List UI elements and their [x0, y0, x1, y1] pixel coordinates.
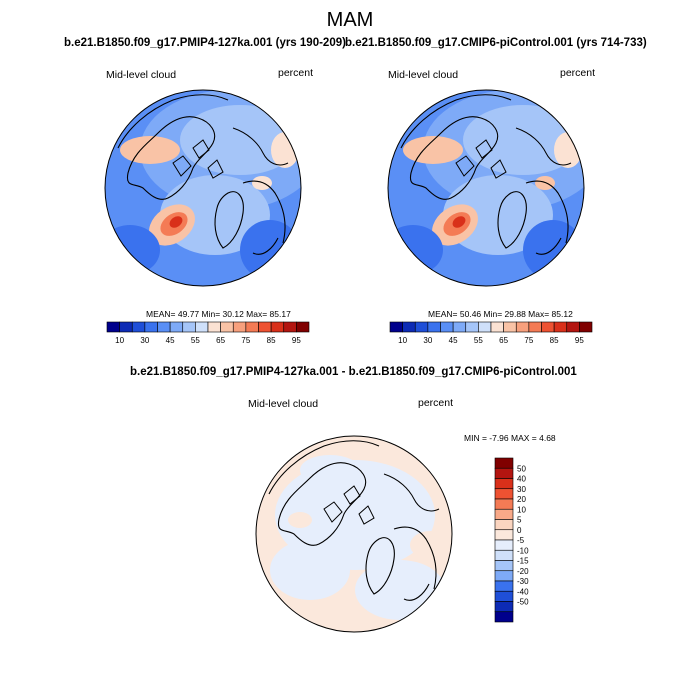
- panel3-map: [251, 431, 457, 637]
- panel2-colorbar-tick-label: 10: [398, 336, 408, 345]
- panel1-stats: MEAN= 49.77 Min= 30.12 Max= 85.17: [146, 309, 291, 319]
- panel3-colorbar-tick-label: -40: [517, 587, 529, 597]
- panel1-colorbar-tick-label: 10: [115, 336, 125, 345]
- panel2-colorbar-swatch: [478, 322, 491, 332]
- panel3-colorbar-swatch: [495, 520, 513, 530]
- panel3-colorbar-tick-label: 30: [517, 484, 526, 494]
- panel2-stats: MEAN= 50.46 Min= 29.88 Max= 85.12: [428, 309, 573, 319]
- panel2-colorbar-tick-label: 55: [473, 336, 483, 345]
- panel3-colorbar-swatch: [495, 591, 513, 601]
- panel1-colorbar-swatch: [170, 322, 183, 332]
- panel3-colorbar-swatch: [495, 571, 513, 581]
- panel3-colorbar-swatch: [495, 561, 513, 571]
- panel1-colorbar-swatch: [208, 322, 221, 332]
- panel3-colorbar-swatch: [495, 612, 513, 622]
- panel2-colorbar-swatch: [466, 322, 479, 332]
- panel2-colorbar-swatch: [529, 322, 542, 332]
- panel3-colorbar-tick-label: -50: [517, 597, 529, 607]
- panel3-colorbar: [495, 458, 529, 622]
- panel1-colorbar-swatch: [246, 322, 259, 332]
- panel1-map: [100, 85, 320, 291]
- panel1-colorbar-swatch: [183, 322, 196, 332]
- panel3-colorbar-tick-label: 10: [517, 505, 526, 515]
- panel3-colorbar-tick-label: 20: [517, 495, 526, 504]
- panel1-colorbar-tick-label: 55: [190, 336, 200, 345]
- panel2-units-label: percent: [560, 67, 596, 79]
- panel3-colorbar-swatch: [495, 489, 513, 499]
- panel3-colorbar-swatch: [495, 581, 513, 591]
- panel3-colorbar-swatch: [495, 499, 513, 509]
- panel1-colorbar-swatch: [158, 322, 171, 332]
- panel1-colorbar-swatch: [195, 322, 208, 332]
- panel1-colorbar-swatch: [259, 322, 272, 332]
- panel2-colorbar-tick-label: 65: [499, 336, 509, 345]
- panel2-colorbar-swatch: [579, 322, 592, 332]
- panel1-colorbar-swatch: [233, 322, 246, 332]
- panel2-case-title: b.e21.B1850.f09_g17.CMIP6-piControl.001 (yrs 714-733): [345, 37, 647, 49]
- panel3-colorbar-tick-label: 50: [517, 464, 526, 474]
- panel1-colorbar-swatch: [284, 322, 297, 332]
- panel3-colorbar-swatch: [495, 530, 513, 540]
- panel2-colorbar-tick-label: 95: [574, 336, 584, 345]
- panel1-colorbar-swatch: [107, 322, 120, 332]
- panel1-colorbar-tick-label: 95: [291, 336, 301, 345]
- panel1-colorbar-tick-label: 85: [266, 336, 276, 345]
- panel3-colorbar-tick-label: -20: [517, 566, 529, 576]
- panel3-colorbar-tick-label: 0: [517, 525, 522, 535]
- panel1-case-title: b.e21.B1850.f09_g17.PMIP4-127ka.001 (yrs 190-209): [64, 37, 346, 49]
- panel2-colorbar-swatch: [516, 322, 529, 332]
- panel1-colorbar-swatch: [145, 322, 158, 332]
- panel2-colorbar-swatch: [415, 322, 428, 332]
- panel3-colorbar-tick-label: -15: [517, 556, 529, 566]
- panel3-colorbar-swatch: [495, 540, 513, 550]
- panel3-units-label: percent: [418, 397, 454, 409]
- panel2-colorbar-swatch: [428, 322, 441, 332]
- panel2-colorbar-swatch: [403, 322, 416, 332]
- panel3-colorbar-swatch: [495, 468, 513, 478]
- panel1-colorbar-swatch: [221, 322, 234, 332]
- panel3-colorbar-swatch: [495, 458, 513, 468]
- figure-title: MAM: [326, 9, 374, 31]
- panel1-colorbar-tick-label: 30: [140, 336, 150, 345]
- panel1-colorbar-tick-label: 75: [241, 336, 251, 345]
- panel1-colorbar-tick-label: 65: [216, 336, 226, 345]
- panel3-colorbar-swatch: [495, 479, 513, 489]
- panel2-colorbar-tick-label: 30: [423, 336, 433, 345]
- panel1-colorbar-swatch: [120, 322, 133, 332]
- panel2-colorbar-swatch: [542, 322, 555, 332]
- panel2-colorbar-tick-label: 45: [448, 336, 458, 345]
- panel3-variable-label: Mid-level cloud: [248, 398, 319, 410]
- panel1-variable-label: Mid-level cloud: [106, 69, 177, 81]
- panel2-colorbar: [390, 322, 592, 345]
- panel3-colorbar-tick-label: -10: [517, 546, 529, 556]
- panel3-colorbar-tick-label: -5: [517, 536, 525, 545]
- panel2-colorbar-swatch: [554, 322, 567, 332]
- panel2-colorbar-swatch: [390, 322, 403, 332]
- panel1-colorbar-tick-label: 45: [165, 336, 175, 345]
- panel3-stats: MIN = -7.96 MAX = 4.68: [464, 433, 556, 443]
- panel2-colorbar-tick-label: 85: [549, 336, 559, 345]
- panel3-colorbar-tick-label: 40: [517, 474, 526, 484]
- panel2-colorbar-tick-label: 75: [524, 336, 534, 345]
- panel3-colorbar-tick-label: -30: [517, 577, 529, 586]
- panel2-colorbar-swatch: [567, 322, 580, 332]
- panel2-colorbar-swatch: [453, 322, 466, 332]
- panel2-variable-label: Mid-level cloud: [388, 69, 459, 81]
- panel2-map: [383, 85, 603, 291]
- panel1-units-label: percent: [278, 67, 314, 79]
- panel1-colorbar: [107, 322, 309, 345]
- panel3-colorbar-swatch: [495, 550, 513, 560]
- panel2-colorbar-swatch: [491, 322, 504, 332]
- panel1-colorbar-swatch: [132, 322, 145, 332]
- panel1-colorbar-swatch: [296, 322, 309, 332]
- panel2-colorbar-swatch: [441, 322, 454, 332]
- panel2-colorbar-swatch: [504, 322, 517, 332]
- panel3-case-title: b.e21.B1850.f09_g17.PMIP4-127ka.001 - b.e21.B1850.f09_g17.CMIP6-piControl.001: [130, 366, 577, 378]
- panel3-colorbar-swatch: [495, 509, 513, 519]
- panel3-colorbar-swatch: [495, 602, 513, 612]
- panel3-colorbar-tick-label: 5: [517, 515, 522, 525]
- panel1-colorbar-swatch: [271, 322, 284, 332]
